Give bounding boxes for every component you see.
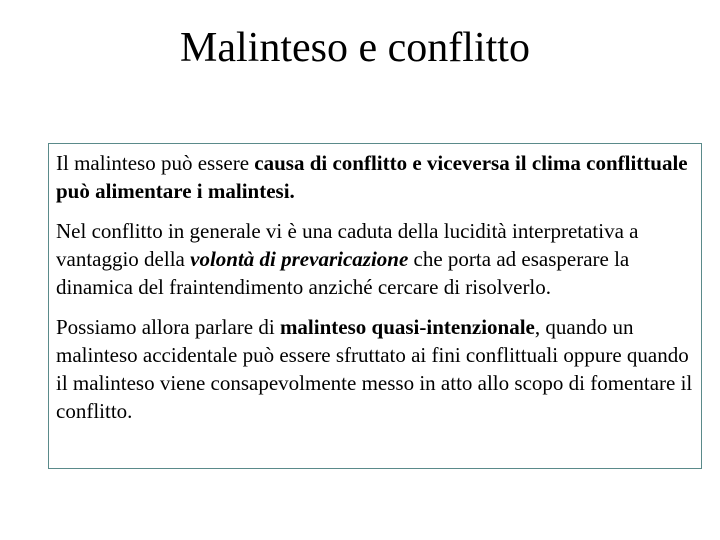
paragraph-3-text-start: Possiamo allora parlare di	[56, 315, 280, 339]
paragraph-1-text: Il malinteso può essere	[56, 151, 255, 175]
paragraph-2	[56, 217, 695, 301]
content-text-box	[48, 143, 702, 469]
paragraph-2-text-end: che porta ad esasperare la dinamica del fraintendimento anziché cercare di risolverlo.	[56, 247, 630, 299]
paragraph-2-emphasis: volontà di prevaricazione	[190, 247, 409, 271]
paragraph-3	[56, 313, 695, 425]
paragraph-1-bold: causa di conflitto e viceversa il clima conflittuale può alimentare i malintesi.	[56, 151, 688, 203]
paragraph-3-text-end: , quando un malinteso accidentale può essere sfruttato ai fini conflittuali oppure quando il malinteso viene consapevolmente messo in atto allo scopo di fomentare il conflitto.	[56, 315, 693, 423]
paragraph-3-bold: malinteso quasi-intenzionale	[279, 315, 535, 339]
paragraph-1	[56, 149, 695, 205]
paragraph-2-text-start: Nel conflitto in generale vi è una caduta della lucidità interpretativa a vantaggio della	[56, 219, 639, 271]
slide-title: Malinteso e conflitto	[180, 25, 530, 71]
